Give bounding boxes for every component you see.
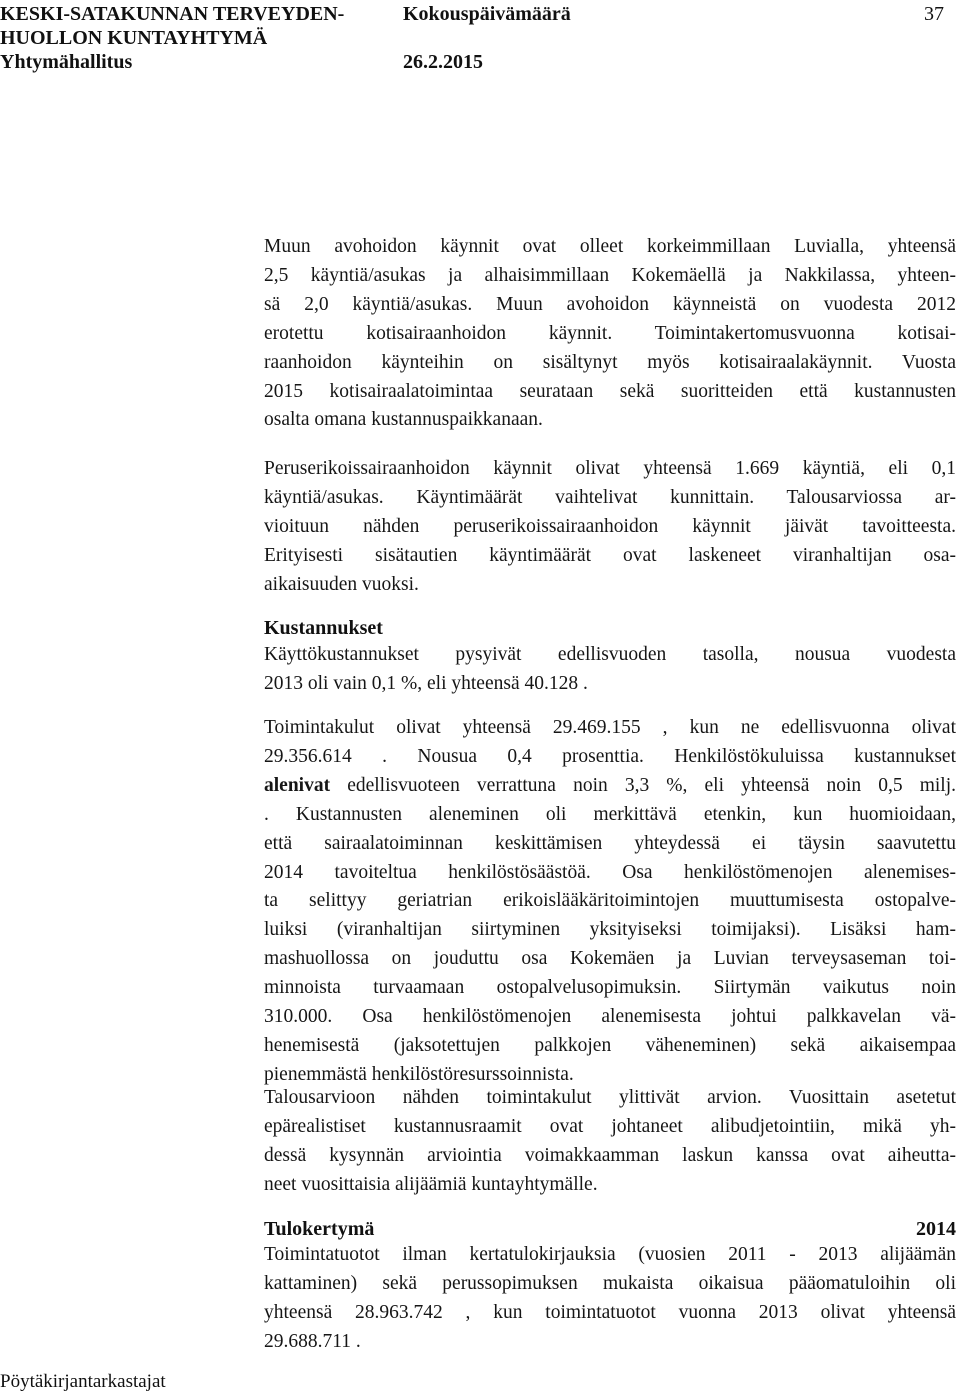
heading-text: Kustannukset bbox=[264, 617, 383, 639]
org-header bbox=[0, 2, 344, 74]
text-line: sä 2,0 käyntiä/asukas. Muun avohoidon käynneistä on vuodesta 2012 bbox=[264, 293, 956, 315]
emphasis-alenivat: alenivat bbox=[264, 774, 331, 796]
text-line: osalta omana kustannuspaikkanaan. bbox=[264, 409, 543, 431]
paragraph-kayttokustannukset bbox=[264, 641, 956, 699]
body-name: Yhtymähallitus bbox=[0, 51, 133, 73]
text-line: Peruserikoissairaanhoidon käynnit olivat yhteensä 1.669 käyntiä, eli 0,1 bbox=[264, 458, 956, 479]
text-line: 2014 tavoiteltua henkilöstösäästöä. Osa henkilöstömenojen alenemises- bbox=[264, 861, 956, 883]
meeting-info bbox=[403, 2, 571, 74]
paragraph-talousarvio bbox=[264, 1084, 956, 1200]
page-number: 37 bbox=[924, 3, 944, 25]
text-line: neet vuosittaisia alijäämiä kuntayhtymälle. bbox=[264, 1173, 598, 1195]
text-line: 2015 kotisairaalatoimintaa seurataan sekä suoritteiden että kustannusten bbox=[264, 380, 956, 402]
text-line: minnoista turvaamaan ostopalvelusopimuksin. Siirtymän vaikutus noin bbox=[264, 977, 956, 999]
text-line: 2013 oli vain 0,1 %, eli yhteensä 40.128 . bbox=[264, 672, 588, 694]
text-line: 29.356.614 . Nousua 0,4 prosenttia. Henkilöstökuluissa kustannukset bbox=[264, 745, 956, 767]
paragraph-toimintatuotot bbox=[264, 1241, 956, 1357]
org-name-line-2: HUOLLON KUNTAYHTYMÄ bbox=[0, 27, 268, 49]
text-line: epärealistiset kustannusraamit ovat johtaneet alibudjetointiin, mikä yh- bbox=[264, 1115, 956, 1137]
text-line: Käyttökustannukset pysyivät edellisvuoden tasolla, nousua vuodesta bbox=[264, 644, 956, 665]
text-line: Talousarvioon nähden toimintakulut ylittivät arvion. Vuosittain asetetut bbox=[264, 1087, 956, 1108]
text-line: 29.688.711 . bbox=[264, 1330, 361, 1352]
text-line: aikaisuuden vuoksi. bbox=[264, 573, 419, 595]
text-line: vioituun nähden peruserikoissairaanhoidon käynnit jäivät tavoitteesta. bbox=[264, 515, 956, 537]
text-line: erotettu kotisairaanhoidon käynnit. Toimintakertomusvuonna kotisai- bbox=[264, 322, 956, 344]
text-line bbox=[264, 772, 956, 801]
text-line: että sairaalatoiminnan keskittämisen yhteydessä ei täysin saavutettu bbox=[264, 832, 956, 854]
section-heading-kustannukset bbox=[264, 614, 956, 642]
text-line: raanhoidon käynteihin on sisältynyt myös kotisairaalakäynnit. Vuosta bbox=[264, 351, 956, 373]
meeting-date-label: Kokouspäivämäärä bbox=[403, 3, 571, 25]
text-fragment: edellisvuoteen verrattuna noin 3,3 %, eli yhteensä noin 0,5 milj. bbox=[330, 774, 956, 796]
section-heading-tulokertyma bbox=[264, 1215, 956, 1243]
text-line: luiksi (viranhaltijan siirtyminen yksityiseksi toimijaksi). Lisäksi ham- bbox=[264, 919, 956, 941]
text-line: käyntiä/asukas. Käyntimäärät vaihtelivat kunnittain. Talousarviossa ar- bbox=[264, 486, 956, 508]
text-line: 2,5 käyntiä/asukas ja alhaisimmillaan Kokemäellä ja Nakkilassa, yhteen- bbox=[264, 264, 956, 286]
text-line: Muun avohoidon käynnit ovat olleet korkeimmillaan Luvialla, yhteensä bbox=[264, 236, 956, 257]
footer-signatories-label: Pöytäkirjantarkastajat bbox=[0, 1371, 166, 1392]
meeting-date: 26.2.2015 bbox=[403, 51, 483, 73]
paragraph-peruserikoissairaanhoito bbox=[264, 455, 956, 600]
text-line: Erityisesti sisätautien käyntimäärät ovat laskeneet viranhaltijan osa- bbox=[264, 544, 956, 566]
org-name-line-1: KESKI-SATAKUNNAN TERVEYDEN- bbox=[0, 3, 345, 25]
text-line: 310.000. Osa henkilöstömenojen alenemisesta johtui palkkavelan vä- bbox=[264, 1006, 956, 1028]
text-line: ta selittyy geriatrian erikoislääkäritoimintojen muuttumisesta ostopalve- bbox=[264, 890, 956, 912]
text-line: kattaminen) sekä perussopimuksen mukaista oikaisua pääomatuloihin oli bbox=[264, 1272, 956, 1294]
paragraph-toimintakulut bbox=[264, 714, 956, 1090]
text-line: dessä kysynnän arviointia voimakkaamman laskun kanssa ovat aiheutta- bbox=[264, 1144, 956, 1166]
heading-year: 2014 bbox=[916, 1218, 956, 1240]
text-line: . Kustannusten aleneminen oli merkittävä etenkin, kun huomioidaan, bbox=[264, 803, 956, 825]
paragraph-avohoito bbox=[264, 233, 956, 435]
text-line: henemisestä (jaksotettujen palkkojen väheneminen) sekä aikaisempaa bbox=[264, 1034, 956, 1056]
text-line: yhteensä 28.963.742 , kun toimintatuotot vuonna 2013 olivat yhteensä bbox=[264, 1301, 956, 1323]
heading-text: Tulokertymä bbox=[264, 1218, 375, 1240]
text-line: Toimintakulut olivat yhteensä 29.469.155 , kun ne edellisvuonna olivat bbox=[264, 717, 956, 738]
text-line: pienemmästä henkilöstöresurssoinnista. bbox=[264, 1063, 574, 1085]
text-line: Toimintatuotot ilman kertatulokirjauksia (vuosien 2011 - 2013 alijäämän bbox=[264, 1244, 956, 1265]
text-line: mashuollossa on jouduttu osa Kokemäen ja Luvian terveysaseman toi- bbox=[264, 948, 956, 970]
